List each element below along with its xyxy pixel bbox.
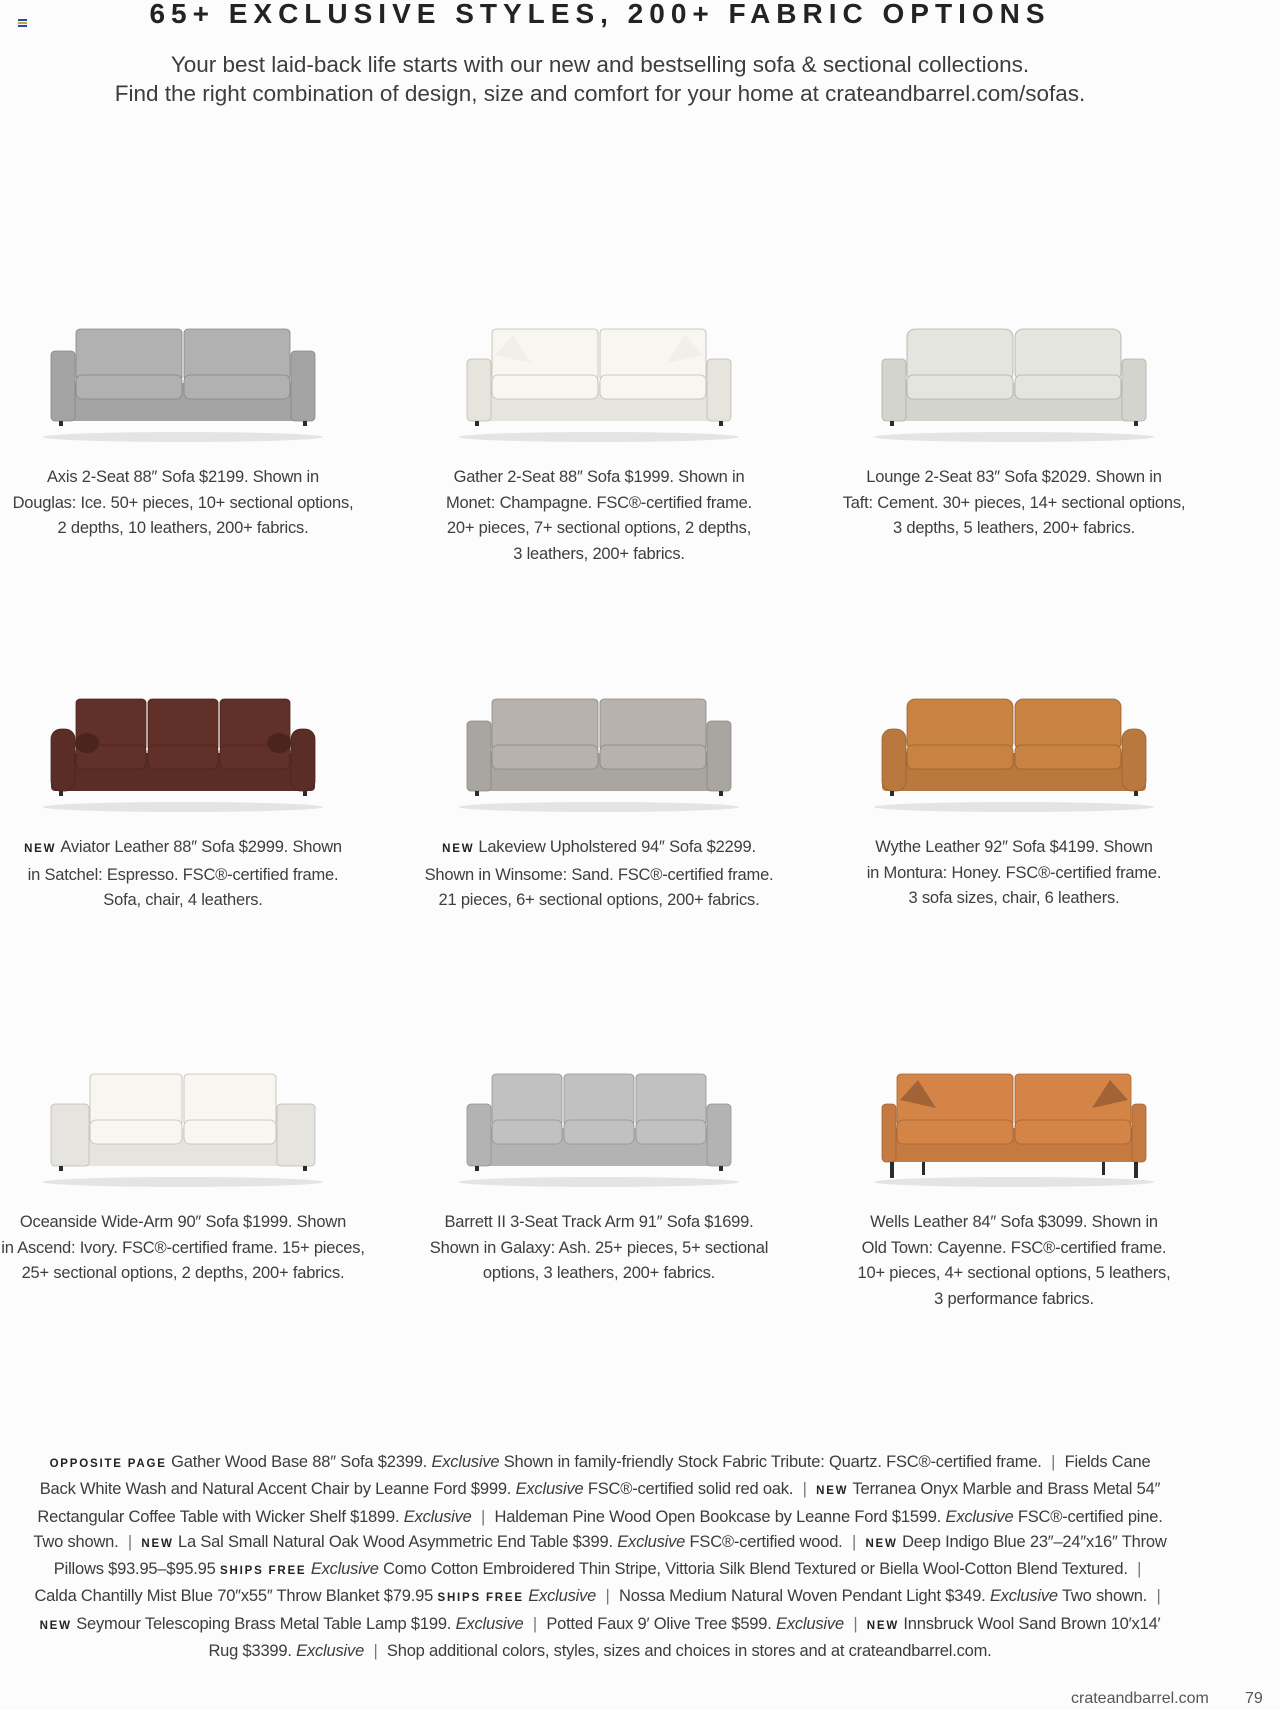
- sofa-leg: [719, 791, 723, 796]
- footnote-text-run: Gather Wood Base 88″ Sofa $2399.: [171, 1453, 428, 1471]
- sofa-leg: [890, 791, 894, 796]
- sofa-leg: [59, 1166, 63, 1171]
- back-cushion: [636, 1074, 706, 1126]
- product-caption: [409, 465, 789, 567]
- footnote-text-run: Seymour Telescoping Brass Metal Table Lamp $199.: [76, 1614, 452, 1633]
- new-badge: NEW: [442, 843, 475, 855]
- new-badge: NEW: [39, 1619, 72, 1632]
- seat-cushion: [492, 745, 598, 769]
- exclusive-label: Exclusive: [455, 1614, 524, 1633]
- caption-line: Shown in Galaxy: Ash. 25+ pieces, 5+ sectional: [429, 1238, 769, 1257]
- left-arm: [882, 1104, 896, 1162]
- intro-line: Your best laid-back life starts with our new and bestselling sofa & sectional collections.: [170, 52, 1030, 77]
- footnote-text-run: Nossa Medium Natural Woven Pendant Light $349.: [619, 1587, 986, 1606]
- footnote-line: [0, 1530, 1200, 1557]
- sofa-image-aviator[interactable]: [33, 685, 333, 815]
- caption-line: in Ascend: Ivory. FSC®-certified frame. 15+ pieces,: [1, 1238, 365, 1257]
- footnote-text-run: Haldeman Pine Wood Open Bookcase by Leanne Ford $1599.: [494, 1507, 942, 1526]
- intro-line: Find the right combination of design, size and comfort for your home at crateandbarrel.com/sofas.: [114, 81, 1086, 106]
- exclusive-label: Exclusive: [431, 1453, 500, 1471]
- sofa-leg: [475, 1166, 479, 1171]
- separator: |: [605, 1587, 610, 1606]
- page-number: 79: [1245, 1690, 1263, 1707]
- bolster-pillow: [267, 733, 291, 753]
- caption-line: 2 depths, 10 leathers, 200+ fabrics.: [57, 519, 309, 537]
- sofa-leg: [1134, 1162, 1138, 1178]
- seat-cushion: [90, 1120, 182, 1144]
- seat-cushion: [492, 375, 598, 399]
- footnote-text-run: Calda Chantilly Mist Blue 70″x55″ Throw Blanket $79.95: [34, 1587, 434, 1606]
- new-badge: NEW: [24, 843, 57, 855]
- floor-shadow: [874, 432, 1154, 442]
- seat-cushion: [600, 745, 706, 769]
- sofa-illustration: [449, 1060, 749, 1190]
- caption-line: in Satchel: Espresso. FSC®-certified frame.: [27, 865, 339, 884]
- separator: |: [127, 1532, 133, 1551]
- footnote-text-run: Shop additional colors, styles, sizes and choices in stores and at crateandbarrel.com.: [386, 1642, 992, 1661]
- right-arm: [291, 729, 315, 791]
- sofa-image-axis[interactable]: [33, 315, 333, 445]
- floor-shadow: [43, 1177, 323, 1187]
- footnote-text-run: Fields Cane: [1064, 1453, 1151, 1471]
- seat-cushion: [636, 1120, 706, 1144]
- caption-line: Barrett II 3-Seat Track Arm 91″ Sofa $1699.: [444, 1213, 754, 1231]
- opposite-page-label: OPPOSITE PAGE: [49, 1458, 167, 1470]
- seat-cushion: [564, 1120, 634, 1144]
- right-arm: [707, 359, 731, 421]
- new-badge: NEW: [141, 1537, 174, 1550]
- footnote-text-run: La Sal Small Natural Oak Wood Asymmetric End Table $399.: [178, 1532, 613, 1551]
- back-cushion: [492, 1074, 562, 1126]
- product-wells[interactable]: [824, 1060, 1204, 1312]
- left-arm: [51, 351, 75, 421]
- caption-line: 3 leathers, 200+ fabrics.: [513, 544, 685, 563]
- caption-line: Oceanside Wide-Arm 90″ Sofa $1999. Shown: [19, 1213, 347, 1231]
- footnote-text-run: Two shown.: [1061, 1587, 1148, 1606]
- back-cushion: [600, 699, 706, 751]
- sofa-illustration: [33, 1060, 333, 1190]
- left-arm: [882, 359, 906, 421]
- sofa-image-wells[interactable]: [864, 1060, 1164, 1190]
- floor-shadow: [874, 802, 1154, 812]
- sofa-image-lakeview[interactable]: [449, 685, 749, 815]
- seat-cushion: [76, 375, 182, 399]
- sofa-leg: [303, 791, 307, 796]
- sofa-leg: [1102, 1162, 1105, 1175]
- floor-shadow: [459, 1177, 739, 1187]
- ships-free-badge: SHIPS FREE: [437, 1592, 524, 1605]
- product-caption: [824, 465, 1204, 542]
- right-arm: [1122, 359, 1146, 421]
- product-caption: [0, 1210, 373, 1287]
- exclusive-label: Exclusive: [528, 1587, 597, 1606]
- footnote-text-run: FSC®-certified pine.: [1017, 1507, 1163, 1526]
- exclusive-label: Exclusive: [403, 1507, 472, 1526]
- exclusive-label: Exclusive: [989, 1587, 1058, 1606]
- new-badge: NEW: [865, 1537, 898, 1550]
- left-arm: [51, 1104, 89, 1166]
- sofa-image-oceanside[interactable]: [33, 1060, 333, 1190]
- product-caption: [0, 835, 373, 914]
- caption-line: 21 pieces, 6+ sectional options, 200+ fabrics.: [438, 891, 760, 909]
- seat-cushion: [907, 375, 1013, 399]
- new-badge: NEW: [866, 1619, 900, 1632]
- caption-line: Old Town: Cayenne. FSC®-certified frame.: [861, 1238, 1167, 1257]
- footnote-text-run: Two shown.: [33, 1532, 119, 1551]
- exclusive-label: Exclusive: [310, 1560, 379, 1579]
- footnote-line: [0, 1505, 1200, 1530]
- sofa-leg: [303, 421, 307, 426]
- caption-line: 10+ pieces, 4+ sectional options, 5 leathers,: [857, 1264, 1171, 1282]
- sofa-leg: [922, 1162, 925, 1175]
- product-caption: [409, 835, 789, 914]
- left-arm: [467, 721, 491, 791]
- back-cushion: [76, 329, 182, 381]
- sofa-image-wythe[interactable]: [864, 685, 1164, 815]
- caption-line: Axis 2-Seat 88″ Sofa $2199. Shown in: [47, 468, 319, 486]
- sofa-leg: [890, 1162, 894, 1178]
- caption-line: options, 3 leathers, 200+ fabrics.: [482, 1264, 716, 1282]
- left-arm: [467, 359, 491, 421]
- right-arm: [277, 1104, 315, 1166]
- footnote-line: [0, 1639, 1200, 1664]
- product-caption: [824, 835, 1204, 912]
- sofa-leg: [1134, 791, 1138, 796]
- sofa-illustration: [33, 685, 333, 815]
- back-cushion: [184, 329, 290, 381]
- back-cushion: [148, 699, 218, 751]
- footnote-text-run: Rug $3399.: [208, 1642, 292, 1661]
- footnote-line: [0, 1477, 1200, 1504]
- seat-cushion: [184, 375, 290, 399]
- footnote-text-run: Pillows $93.95–$95.95: [53, 1560, 216, 1579]
- sofa-leg: [719, 421, 723, 426]
- left-arm: [467, 1104, 491, 1166]
- caption-line: 20+ pieces, 7+ sectional options, 2 depths,: [446, 519, 752, 537]
- exclusive-label: Exclusive: [515, 1480, 584, 1499]
- left-arm: [882, 729, 906, 791]
- caption-line: 3 depths, 5 leathers, 200+ fabrics.: [892, 519, 1136, 537]
- footnote-text-run: FSC®-certified solid red oak.: [587, 1480, 794, 1499]
- footnote-line: [0, 1584, 1200, 1611]
- separator: |: [1137, 1560, 1142, 1579]
- seat-cushion: [1015, 1120, 1131, 1144]
- sofa-illustration: [449, 315, 749, 445]
- caption-line: NEW Lakeview Upholstered 94″ Sofa $2299.: [442, 838, 756, 856]
- product-barrett[interactable]: [409, 1060, 789, 1287]
- caption-line: Gather 2-Seat 88″ Sofa $1999. Shown in: [453, 468, 745, 486]
- sofa-leg: [475, 791, 479, 796]
- right-arm: [1132, 1104, 1146, 1162]
- sofa-illustration: [864, 685, 1164, 815]
- caption-line: Wells Leather 84″ Sofa $3099. Shown in: [870, 1213, 1158, 1231]
- footnote-line: [0, 1450, 1200, 1477]
- sofa-illustration: [864, 1060, 1164, 1190]
- bolster-pillow: [75, 733, 99, 753]
- product-aviator[interactable]: [0, 685, 373, 914]
- caption-line: in Montura: Honey. FSC®-certified frame.: [866, 863, 1162, 882]
- caption-line: Taft: Cement. 30+ pieces, 14+ sectional options,: [842, 493, 1186, 512]
- floor-shadow: [43, 802, 323, 812]
- caption-line: Lounge 2-Seat 83″ Sofa $2029. Shown in: [866, 468, 1162, 486]
- footnote-text-run: Terranea Onyx Marble and Brass Metal 54″: [852, 1480, 1161, 1499]
- back-cushion: [90, 1074, 182, 1126]
- caption-line: NEW Aviator Leather 88″ Sofa $2999. Shown: [24, 838, 342, 856]
- footnote-text-run: Rectangular Coffee Table with Wicker Shelf $1899.: [37, 1507, 400, 1526]
- seat-cushion: [1015, 745, 1121, 769]
- separator: |: [373, 1642, 378, 1661]
- separator: |: [481, 1507, 486, 1526]
- footnote-text-run: Potted Faux 9′ Olive Tree $599.: [546, 1614, 772, 1633]
- separator: |: [802, 1480, 807, 1499]
- new-badge: NEW: [816, 1485, 849, 1498]
- separator: |: [853, 1614, 858, 1633]
- footnote-line: [0, 1557, 1200, 1584]
- caption-line: Sofa, chair, 4 leathers.: [103, 891, 263, 909]
- sofa-leg: [719, 1166, 723, 1171]
- product-caption: [409, 1210, 789, 1287]
- exclusive-label: Exclusive: [617, 1532, 686, 1551]
- exclusive-label: Exclusive: [945, 1507, 1014, 1526]
- product-lounge[interactable]: [824, 315, 1204, 542]
- product-axis[interactable]: [0, 315, 373, 542]
- exclusive-label: Exclusive: [776, 1614, 844, 1633]
- exclusive-label: Exclusive: [296, 1642, 365, 1661]
- back-cushion: [492, 699, 598, 751]
- caption-line: Douglas: Ice. 50+ pieces, 10+ sectional options,: [12, 493, 354, 512]
- intro-text: [0, 50, 1200, 108]
- back-cushion: [184, 1074, 276, 1126]
- sofa-image-gather[interactable]: [449, 315, 749, 445]
- footnote-text: [0, 1450, 1200, 1664]
- product-oceanside[interactable]: [0, 1060, 373, 1287]
- seat-cushion: [184, 1120, 276, 1144]
- seat-cushion: [897, 1120, 1013, 1144]
- back-cushion: [1015, 699, 1121, 751]
- footnote-text-run: FSC®-certified wood.: [689, 1532, 843, 1551]
- product-caption: [0, 465, 373, 542]
- right-arm: [707, 1104, 731, 1166]
- footnote-text-run: Back White Wash and Natural Accent Chair by Leanne Ford $999.: [39, 1480, 512, 1499]
- separator: |: [532, 1614, 537, 1633]
- sofa-leg: [303, 1166, 307, 1171]
- separator: |: [1156, 1587, 1161, 1606]
- sofa-leg: [59, 791, 63, 796]
- back-cushion: [564, 1074, 634, 1126]
- footnote-text-run: Innsbruck Wool Sand Brown 10′x14′: [903, 1614, 1161, 1633]
- caption-line: Monet: Champagne. FSC®-certified frame.: [445, 493, 753, 512]
- page-headline: 65+ EXCLUSIVE STYLES, 200+ FABRIC OPTIONS: [149, 0, 1051, 29]
- floor-shadow: [43, 432, 323, 442]
- footnote-text-run: Shown in family-friendly Stock Fabric Tribute: Quartz. FSC®-certified frame.: [503, 1453, 1042, 1471]
- floor-shadow: [459, 432, 739, 442]
- separator: |: [851, 1532, 857, 1551]
- floor-shadow: [874, 1177, 1154, 1187]
- back-cushion: [907, 699, 1013, 751]
- product-wythe[interactable]: [824, 685, 1204, 912]
- sofa-illustration: [33, 315, 333, 445]
- left-arm: [51, 729, 75, 791]
- footnote-line: [0, 1612, 1200, 1639]
- seat-cushion: [148, 745, 218, 769]
- seat-cushion: [1015, 375, 1121, 399]
- product-lakeview[interactable]: [409, 685, 789, 914]
- sofa-image-lounge[interactable]: [864, 315, 1164, 445]
- footnote-text-run: Deep Indigo Blue 23″–24″x16″ Throw: [902, 1532, 1167, 1551]
- right-arm: [291, 351, 315, 421]
- caption-line: Wythe Leather 92″ Sofa $4199. Shown: [875, 838, 1153, 856]
- sofa-leg: [475, 421, 479, 426]
- caption-line: 3 sofa sizes, chair, 6 leathers.: [908, 889, 1120, 907]
- product-caption: [824, 1210, 1204, 1312]
- sofa-leg: [59, 421, 63, 426]
- caption-line: 3 performance fabrics.: [934, 1289, 1094, 1308]
- footnote-text-run: Como Cotton Embroidered Thin Stripe, Vittoria Silk Blend Textured or Biella Wool-Cotton Blend Textured.: [383, 1560, 1128, 1579]
- seat-cushion: [600, 375, 706, 399]
- site-url[interactable]: crateandbarrel.com: [1071, 1690, 1209, 1707]
- sofa-illustration: [449, 685, 749, 815]
- sofa-leg: [890, 421, 894, 426]
- back-cushion: [1015, 329, 1121, 381]
- back-cushion: [907, 329, 1013, 381]
- ships-free-badge: SHIPS FREE: [220, 1565, 307, 1578]
- sofa-image-barrett[interactable]: [449, 1060, 749, 1190]
- right-arm: [1122, 729, 1146, 791]
- floor-shadow: [459, 802, 739, 812]
- caption-line: 25+ sectional options, 2 depths, 200+ fabrics.: [21, 1264, 345, 1282]
- caption-line: Shown in Winsome: Sand. FSC®-certified frame.: [424, 865, 774, 884]
- product-gather[interactable]: [409, 315, 789, 567]
- sofa-leg: [1134, 421, 1138, 426]
- sofa-illustration: [864, 315, 1164, 445]
- separator: |: [1051, 1453, 1056, 1471]
- seat-cushion: [492, 1120, 562, 1144]
- seat-cushion: [907, 745, 1013, 769]
- right-arm: [707, 721, 731, 791]
